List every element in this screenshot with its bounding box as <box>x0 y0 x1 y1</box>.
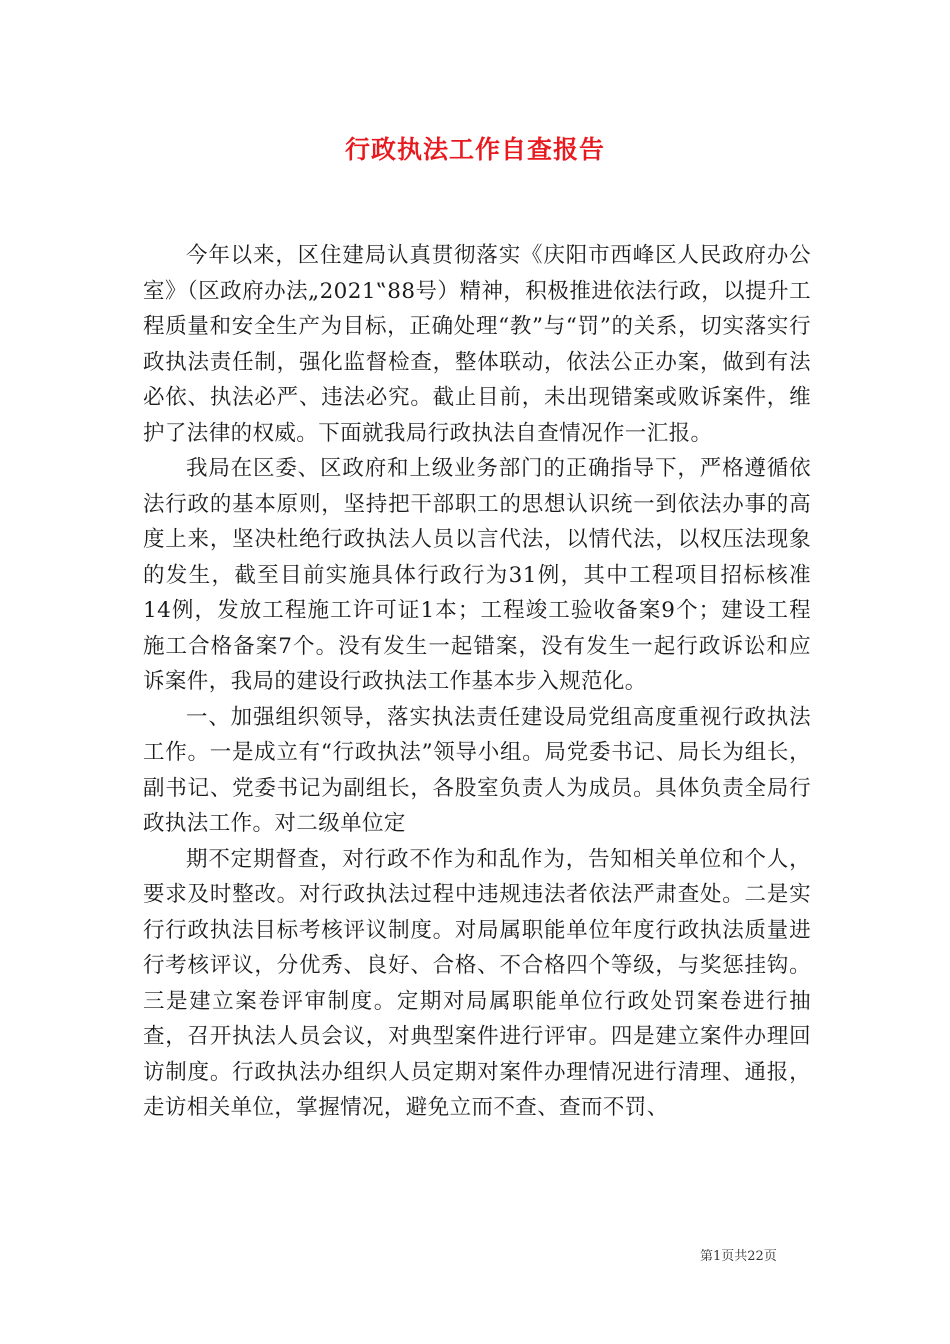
document-body <box>143 238 811 1126</box>
page-number-footer: 第1页共22页 <box>700 1249 777 1264</box>
paragraph-section-one: 一、加强组织领导，落实执法责任建设局党组高度重视行政执法工作。一是成立有“行政执法”领导小组。局党委书记、局长为组长，副书记、党委书记为副组长，各股室负责人为成员。具体负责全局行政执法工作。对二级单位定 <box>143 704 811 836</box>
document-title: 行政执法工作自查报告 <box>344 135 605 164</box>
paragraph-section-one-continued: 期不定期督查，对行政不作为和乱作为，告知相关单位和个人，要求及时整改。对行政执法过程中违规违法者依法严肃查处。二是实行行政执法目标考核评议制度。对局属职能单位年度行政执法质量进行考核评议，分优秀、良好、合格、不合格四个等级，与奖惩挂钩。三是建立案卷评审制度。定期对局属职能单位行政处罚案卷进行抽查，召开执法人员会议，对典型案件进行评审。四是建立案件办理回访制度。行政执法办组织人员定期对案件办理情况进行清理、通报，走访相关单位，掌握情况，避免立而不查、查而不罚、 <box>143 846 811 1120</box>
paragraph-overview: 我局在区委、区政府和上级业务部门的正确指导下，严格遵循依法行政的基本原则，坚持把干部职工的思想认识统一到依法办事的高度上来，坚决杜绝行政执法人员以言代法，以情代法，以权压法现象的发生，截至目前实施具体行政行为31例，其中工程项目招标核准14例，发放工程施工许可证1本；工程竣工验收备案9个；建设工程施工合格备案7个。没有发生一起错案，没有发生一起行政诉讼和应诉案件，我局的建设行政执法工作基本步入规范化。 <box>143 456 811 694</box>
paragraph-intro: 今年以来，区住建局认真贯彻落实《庆阳市西峰区人民政府办公室》（区政府办法„2021‟88号）精神，积极推进依法行政，以提升工程质量和安全生产为目标，正确处理“教”与“罚”的关系，切实落实行政执法责任制，强化监督检查，整体联动，依法公正办案，做到有法必依、执法必严、违法必究。截止目前，未出现错案或败诉案件，维护了法律的权威。下面就我局行政执法自查情况作一汇报。 <box>143 243 811 446</box>
